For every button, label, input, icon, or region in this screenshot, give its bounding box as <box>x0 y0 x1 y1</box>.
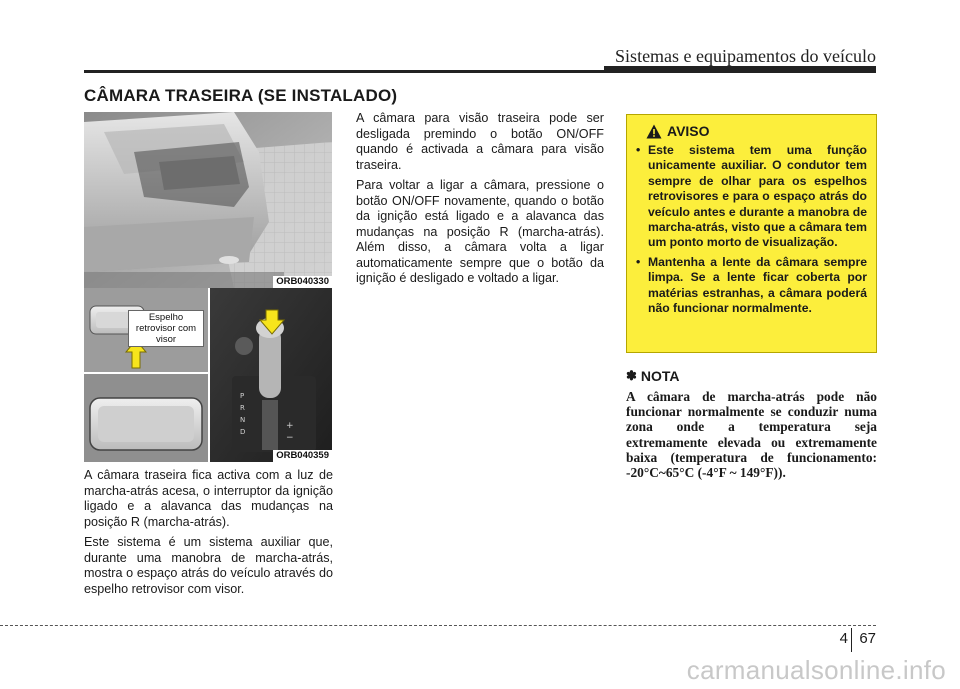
note-star-icon: ✽ <box>626 368 637 383</box>
warning-item: • Mantenha a lente da câmara sempre limpa. Se a lente ficar coberta por matérias estranhas, a câmara poderá não funcionar normalmente. <box>636 255 867 317</box>
header-title: Sistemas e equipamentos do veículo <box>615 46 876 66</box>
paragraph: Este sistema é um sistema auxiliar que, durante uma manobra de marcha-atrás, mostra o espaço atrás do veículo através do espelho retrovisor com visor. <box>84 535 333 596</box>
rear-camera-photo <box>84 112 332 288</box>
warning-box <box>626 114 877 353</box>
note-title: NOTA <box>640 368 680 384</box>
note-header <box>626 368 680 384</box>
mirror-callout: Espelho retrovisor com visor <box>128 310 204 347</box>
left-column-text <box>84 468 333 602</box>
warning-list <box>636 143 867 316</box>
shifter-letter-n: N <box>240 416 246 424</box>
footer-rule <box>0 625 876 626</box>
section-title: CÂMARA TRASEIRA (SE INSTALADO) <box>84 86 398 105</box>
paragraph: A câmara traseira fica activa com a luz de marcha-atrás acesa, o interruptor da ignição ligado e a alavanca das mudanças na posição R (marcha-atrás). <box>84 468 333 529</box>
header-tab <box>604 66 876 72</box>
middle-column-text <box>356 111 604 292</box>
warning-triangle-icon <box>646 124 662 139</box>
paragraph: Para voltar a ligar a câmara, pressione o botão ON/OFF novamente, quando o botão da ignição está ligado e a alavanca das mudanças na posição R (marcha-atrás). Além disso, a câmara volta a ligar automaticamente sempre que o botão da ignição é desligado e voltado a ligar. <box>356 178 604 285</box>
note-body: A câmara de marcha-atrás pode não funcionar normalmente se conduzir numa zona onde a temperatura seja extremamente elevada ou extremamente baixa (temperatura de funcionamento: -20°C~65°C (-4°F ~ 149°F)). <box>626 389 877 481</box>
figure-code-top: ORB040330 <box>273 276 332 288</box>
mirror-shifter-illustration <box>84 288 332 462</box>
shifter-plus: + <box>286 421 294 431</box>
warning-header <box>646 123 867 139</box>
watermark: carmanualsonline.info <box>686 655 946 685</box>
shifter-letter-d: D <box>240 428 246 436</box>
shifter-letter-p: P <box>240 392 245 400</box>
paragraph: A câmara para visão traseira pode ser desligada premindo o botão ON/OFF quando é activada a câmara para visão traseira. <box>356 111 604 172</box>
warning-item: • Este sistema tem uma função unicamente auxiliar. O condutor tem sempre de olhar para os espelhos retrovisores e para o espaço atrás do veículo antes e durante a manobra de marcha-atrás, visto que a câmara tem um ponto morto de visualização. <box>636 143 867 251</box>
mirror-shifter-photo <box>84 288 332 462</box>
shifter-minus: − <box>286 433 294 443</box>
footer-separator <box>851 628 852 652</box>
car-rear-illustration <box>84 112 332 288</box>
figure-code-bottom: ORB040359 <box>273 450 332 462</box>
page-number: 67 <box>859 630 876 647</box>
shifter-letter-r: R <box>240 404 245 412</box>
warning-title: AVISO <box>667 123 710 139</box>
section-number: 4 <box>839 630 848 647</box>
